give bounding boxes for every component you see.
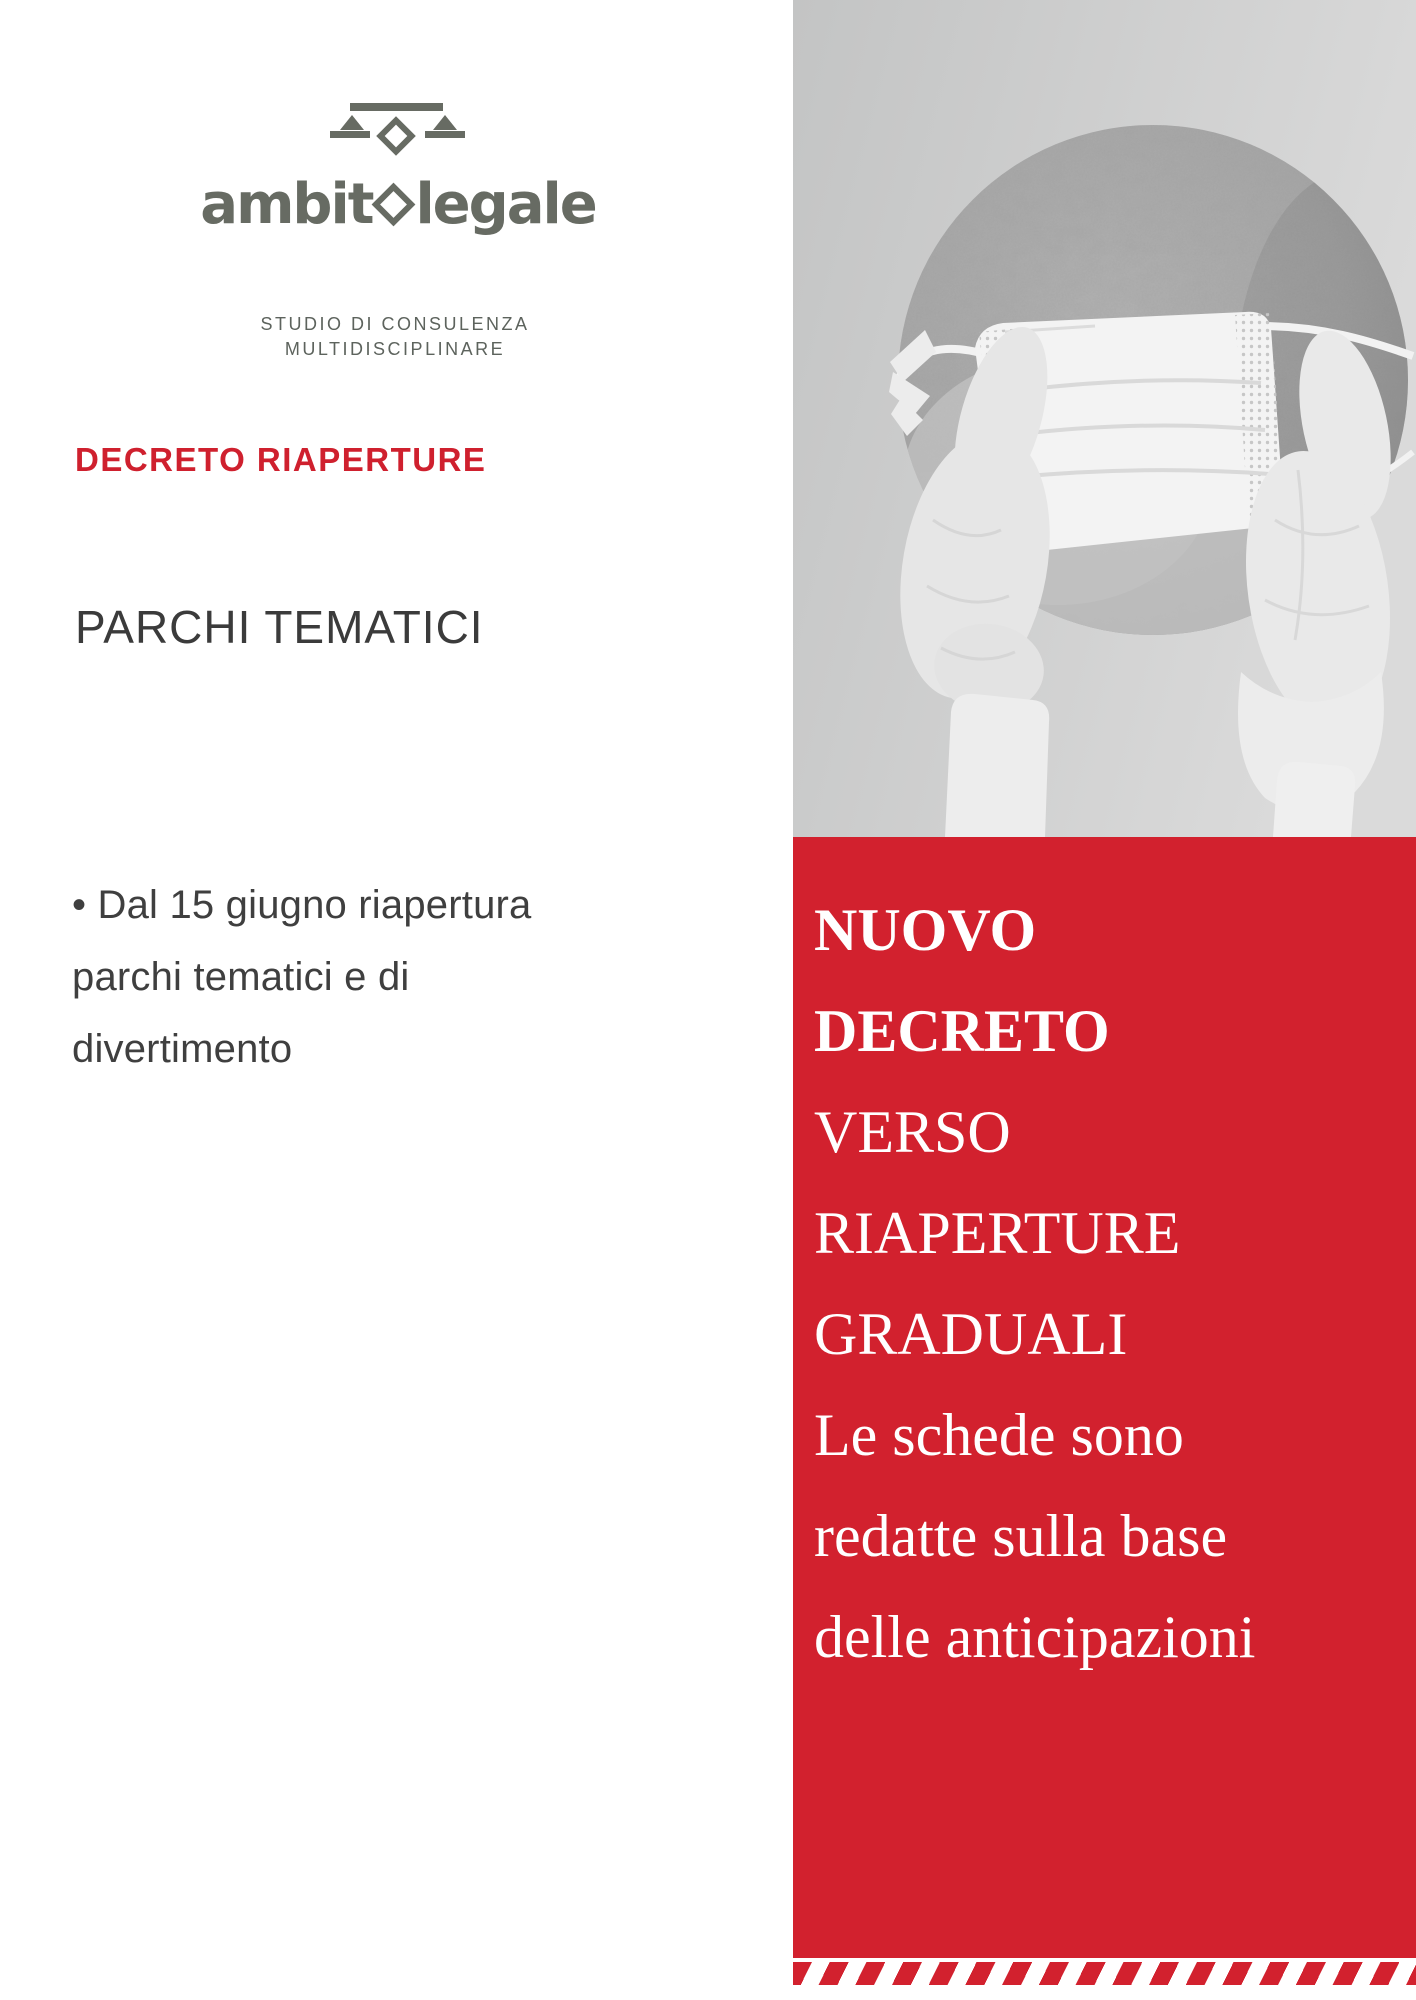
bullet-line-2: parchi tematici e di — [72, 955, 410, 999]
page-title: PARCHI TEMATICI — [75, 601, 484, 653]
left-forearm — [945, 694, 1049, 837]
headline-line: VERSO — [814, 1099, 1011, 1165]
brand-tagline — [150, 312, 640, 362]
scales-right-pan — [425, 131, 465, 138]
headline-line: delle anticipazioni — [814, 1604, 1256, 1670]
logo-wordmark — [98, 158, 698, 250]
masked-globe-photo — [793, 0, 1416, 837]
logo-text-right: legale — [415, 171, 596, 237]
scales-left-pan — [330, 131, 370, 138]
tagline-line-2: MULTIDISCIPLINARE — [284, 339, 506, 359]
kicker-label: DECRETO RIAPERTURE — [75, 441, 487, 478]
scales-left-weight — [340, 115, 364, 130]
scales-icon — [328, 98, 468, 156]
hazard-stripes — [793, 1962, 1416, 1985]
scales-right-weight — [433, 115, 457, 130]
headline-line: NUOVO — [814, 897, 1037, 963]
logo-diamond-icon — [372, 182, 416, 226]
headline-line: GRADUALI — [814, 1301, 1128, 1367]
bullet-line-3: divertimento — [72, 1027, 293, 1071]
bullet-line-1: • Dal 15 giugno riapertura — [72, 883, 532, 927]
headline-line: RIAPERTURE — [814, 1200, 1181, 1266]
right-forearm — [1273, 762, 1355, 837]
bullet-paragraph — [72, 869, 652, 1085]
headline-panel — [793, 837, 1416, 1958]
headline-line: Le schede sono — [814, 1402, 1184, 1468]
logo-text-left: ambit — [200, 171, 373, 237]
scales-diamond — [380, 120, 411, 151]
headline-line: DECRETO — [814, 998, 1110, 1064]
headline-line: redatte sulla base — [814, 1503, 1228, 1569]
scales-beam — [350, 103, 443, 111]
tagline-line-1: STUDIO DI CONSULENZA — [260, 314, 530, 334]
